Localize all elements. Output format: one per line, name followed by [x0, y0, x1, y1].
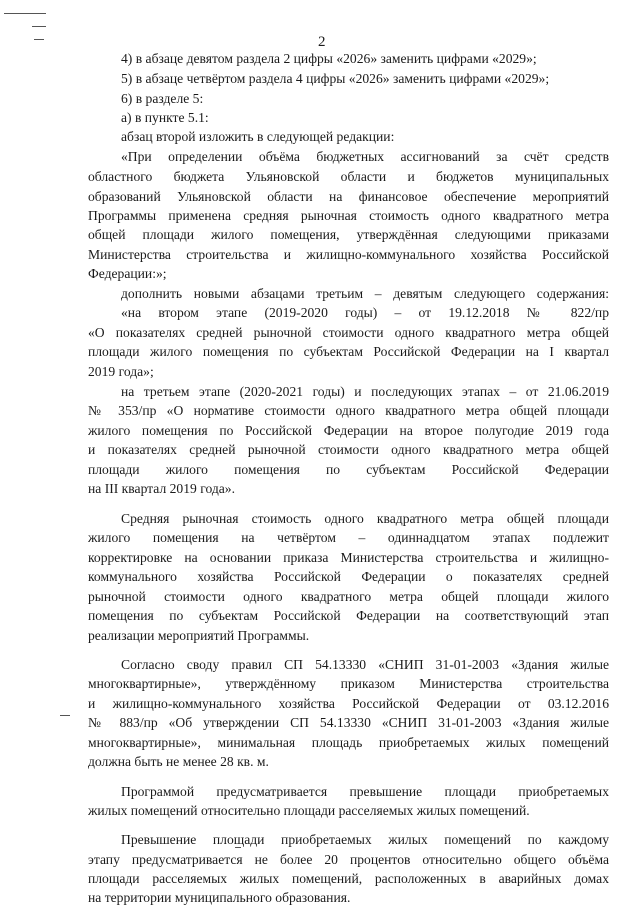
doc-line: площади жилого помещения по субъектам Российской Федерации — [88, 462, 609, 477]
doc-line: жилого помещения на четвёртом – одиннадцатом этапах подлежит — [88, 530, 609, 545]
doc-line: площади жилого помещения по субъектам Российской Федерации на I квартал — [88, 344, 609, 359]
scan-artifact — [34, 39, 44, 40]
scan-artifact — [60, 715, 70, 716]
doc-line: реализации мероприятий Программы. — [88, 628, 310, 643]
doc-line: № 353/пр «О нормативе стоимости одного квадратного метра общей площади — [88, 403, 609, 418]
doc-line: помещения по субъектам Российской Федерации на соответствующий этап — [88, 608, 609, 623]
doc-line: «При определении объёма бюджетных ассигнований за счёт средств — [121, 149, 609, 164]
doc-line: 5) в абзаце четвёртом раздела 4 цифры «2026» заменить цифрами «2029»; — [121, 71, 550, 86]
doc-line: многоквартирные», минимальная площадь приобретаемых жилых помещений — [88, 735, 609, 750]
doc-line: этапу предусматривается не более 20 процентов относительно общего объёма — [88, 852, 609, 867]
doc-line: Федерации:»; — [88, 266, 167, 281]
doc-line: а) в пункте 5.1: — [121, 110, 209, 125]
doc-line: на III квартал 2019 года». — [88, 481, 235, 496]
doc-line: Программы применена средняя рыночная стоимость одного квадратного метра — [88, 208, 609, 223]
doc-line: № 883/пр «Об утверждении СП 54.13330 «СНИП 31-01-2003 «Здания жилые — [88, 715, 609, 730]
doc-line: площади расселяемых жилых помещений, расположенных в аварийных домах — [88, 871, 609, 886]
doc-line: Министерства строительства и жилищно-коммунального хозяйства Российской — [88, 247, 609, 262]
scan-artifact — [32, 26, 46, 27]
doc-line: Согласно своду правил СП 54.13330 «СНИП 31-01-2003 «Здания жилые — [121, 657, 609, 672]
doc-line: коммунального хозяйства Российской Федерации о показателях средней — [88, 569, 609, 584]
doc-line: рыночной стоимости одного квадратного метра общей площади жилого — [88, 589, 609, 604]
doc-line: 4) в абзаце девятом раздела 2 цифры «2026» заменить цифрами «2029»; — [121, 51, 537, 66]
doc-line: «на втором этапе (2019-2020 годы) – от 19.12.2018 № 822/пр — [121, 305, 609, 320]
doc-line: многоквартирные», утверждённому приказом Министерства строительства — [88, 676, 609, 691]
doc-line: абзац второй изложить в следующей редакции: — [121, 129, 395, 144]
doc-line: и показателях средней рыночной стоимости одного квадратного метра общей — [88, 442, 609, 457]
doc-line: образований Ульяновской области на финансовое обеспечение мероприятий — [88, 189, 609, 204]
doc-line: корректировке на основании приказа Министерства строительства и жилищно- — [88, 550, 609, 565]
page-number: 2 — [318, 34, 326, 50]
doc-line: Средняя рыночная стоимость одного квадратного метра общей площади — [121, 511, 609, 526]
doc-line: на территории муниципального образования. — [88, 890, 351, 905]
doc-line: жилых помещений относительно площади расселяемых жилых помещений. — [88, 803, 530, 818]
doc-line: жилого помещения по Российской Федерации на второе полугодие 2019 года — [88, 423, 609, 438]
doc-line: Превышение площади приобретаемых жилых помещений по каждому — [121, 832, 609, 847]
doc-line: 2019 года»; — [88, 364, 154, 379]
doc-line: должна быть не менее 28 кв. м. — [88, 754, 269, 769]
doc-line: общей площади жилого помещения, утверждённая следующими приказами — [88, 227, 609, 242]
scan-artifact — [4, 13, 46, 14]
doc-line: Программой предусматривается превышение площади приобретаемых — [121, 784, 609, 799]
doc-line: и жилищно-коммунального хозяйства Российской Федерации от 03.12.2016 — [88, 696, 609, 711]
doc-line: дополнить новыми абзацами третьим – девятым следующего содержания: — [121, 286, 609, 301]
doc-line: областного бюджета Ульяновской области и бюджетов муниципальных — [88, 169, 609, 184]
doc-line: «О показателях средней рыночной стоимости одного квадратного метра общей — [88, 325, 609, 340]
doc-line: 6) в разделе 5: — [121, 91, 204, 106]
doc-line: на третьем этапе (2020-2021 годы) и последующих этапах – от 21.06.2019 — [121, 384, 609, 399]
